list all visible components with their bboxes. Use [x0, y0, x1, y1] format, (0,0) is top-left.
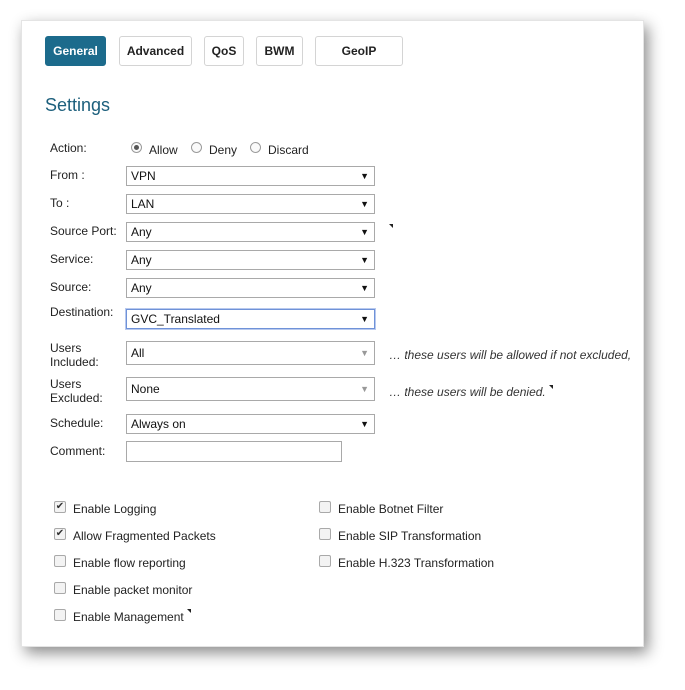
service-select[interactable] [126, 250, 375, 270]
from-select[interactable] [126, 166, 375, 186]
users-excluded-label-line2: Excluded: [50, 391, 103, 405]
corner-mark-icon [549, 385, 553, 389]
checkmark-icon: ✔ [55, 501, 65, 512]
enable-management-checkbox[interactable] [54, 609, 66, 621]
enable-flow-reporting-checkbox[interactable] [54, 555, 66, 567]
deny-radio-label: Deny [209, 143, 238, 157]
enable-logging-label: Enable Logging [73, 502, 157, 516]
enable-h323-transformation-checkbox[interactable] [319, 555, 331, 567]
users-included-label-line1: Users [50, 341, 82, 355]
allow-fragmented-packets-checkbox[interactable] [54, 528, 66, 540]
enable-packet-monitor-checkbox[interactable] [54, 582, 66, 594]
corner-mark-icon [389, 224, 393, 228]
source-select-value: Any [131, 281, 152, 295]
tab-geoip[interactable]: GeoIP [315, 36, 403, 66]
enable-botnet-filter-checkbox[interactable] [319, 501, 331, 513]
schedule-select[interactable] [126, 414, 375, 434]
destination-select-value: GVC_Translated [131, 312, 220, 326]
deny-radio[interactable] [191, 142, 202, 153]
enable-packet-monitor-label: Enable packet monitor [73, 583, 193, 597]
action-label: Action: [50, 141, 87, 155]
section-title: Settings [45, 95, 111, 115]
users-excluded-select-value: None [131, 382, 160, 396]
destination-label: Destination: [50, 305, 114, 319]
caret-down-icon: ▼ [360, 255, 369, 265]
from-select-value: VPN [131, 169, 156, 183]
enable-botnet-filter-label: Enable Botnet Filter [338, 502, 444, 516]
source-port-select-value: Any [131, 225, 152, 239]
service-select-value: Any [131, 253, 152, 267]
settings-panel [21, 20, 644, 647]
enable-h323-transformation-label: Enable H.323 Transformation [338, 556, 495, 570]
tab-bwm[interactable]: BWM [256, 36, 303, 66]
to-select[interactable] [126, 194, 375, 214]
source-select[interactable] [126, 278, 375, 298]
users-included-label-line2: Included: [50, 355, 99, 369]
tab-advanced[interactable]: Advanced [119, 36, 192, 66]
users-included-select[interactable] [126, 341, 375, 365]
caret-down-icon: ▼ [360, 199, 369, 209]
comment-label: Comment: [50, 444, 106, 458]
caret-down-icon: ▼ [360, 171, 369, 181]
enable-sip-transformation-checkbox[interactable] [319, 528, 331, 540]
users-excluded-label-line1: Users [50, 377, 82, 391]
destination-select[interactable] [126, 309, 375, 329]
allow-fragmented-packets-label: Allow Fragmented Packets [73, 529, 216, 543]
users-excluded-note: … these users will be denied. [389, 385, 546, 399]
enable-flow-reporting-label: Enable flow reporting [73, 556, 186, 570]
to-label: To : [50, 196, 70, 210]
caret-down-icon: ▼ [360, 283, 369, 293]
schedule-label: Schedule: [50, 416, 104, 430]
enable-sip-transformation-label: Enable SIP Transformation [338, 529, 482, 543]
enable-management-label: Enable Management [73, 610, 184, 624]
source-label: Source: [50, 280, 92, 294]
corner-mark-icon [187, 609, 191, 613]
users-included-note: … these users will be allowed if not excluded, [389, 348, 632, 362]
users-included-label [50, 341, 99, 369]
source-port-select[interactable] [126, 222, 375, 242]
caret-down-icon: ▼ [360, 227, 369, 237]
comment-input[interactable] [126, 441, 342, 462]
caret-down-icon: ▼ [360, 419, 369, 429]
users-excluded-select[interactable] [126, 377, 375, 401]
service-label: Service: [50, 252, 94, 266]
allow-radio-label: Allow [149, 143, 178, 157]
schedule-select-value: Always on [131, 417, 186, 431]
checkmark-icon: ✔ [55, 528, 65, 539]
caret-down-icon: ▼ [360, 384, 369, 394]
users-excluded-label [50, 377, 103, 405]
tab-qos[interactable]: QoS [204, 36, 244, 66]
enable-logging-checkbox[interactable] [54, 501, 66, 513]
from-label: From : [50, 168, 85, 182]
discard-radio[interactable] [250, 142, 261, 153]
users-included-select-value: All [131, 346, 145, 360]
tab-general[interactable]: General [45, 36, 106, 66]
to-select-value: LAN [131, 197, 155, 211]
caret-down-icon: ▼ [360, 348, 369, 358]
allow-radio[interactable] [131, 142, 142, 153]
caret-down-icon: ▼ [360, 314, 369, 324]
source-port-label: Source Port: [50, 224, 117, 238]
discard-radio-label: Discard [268, 143, 309, 157]
